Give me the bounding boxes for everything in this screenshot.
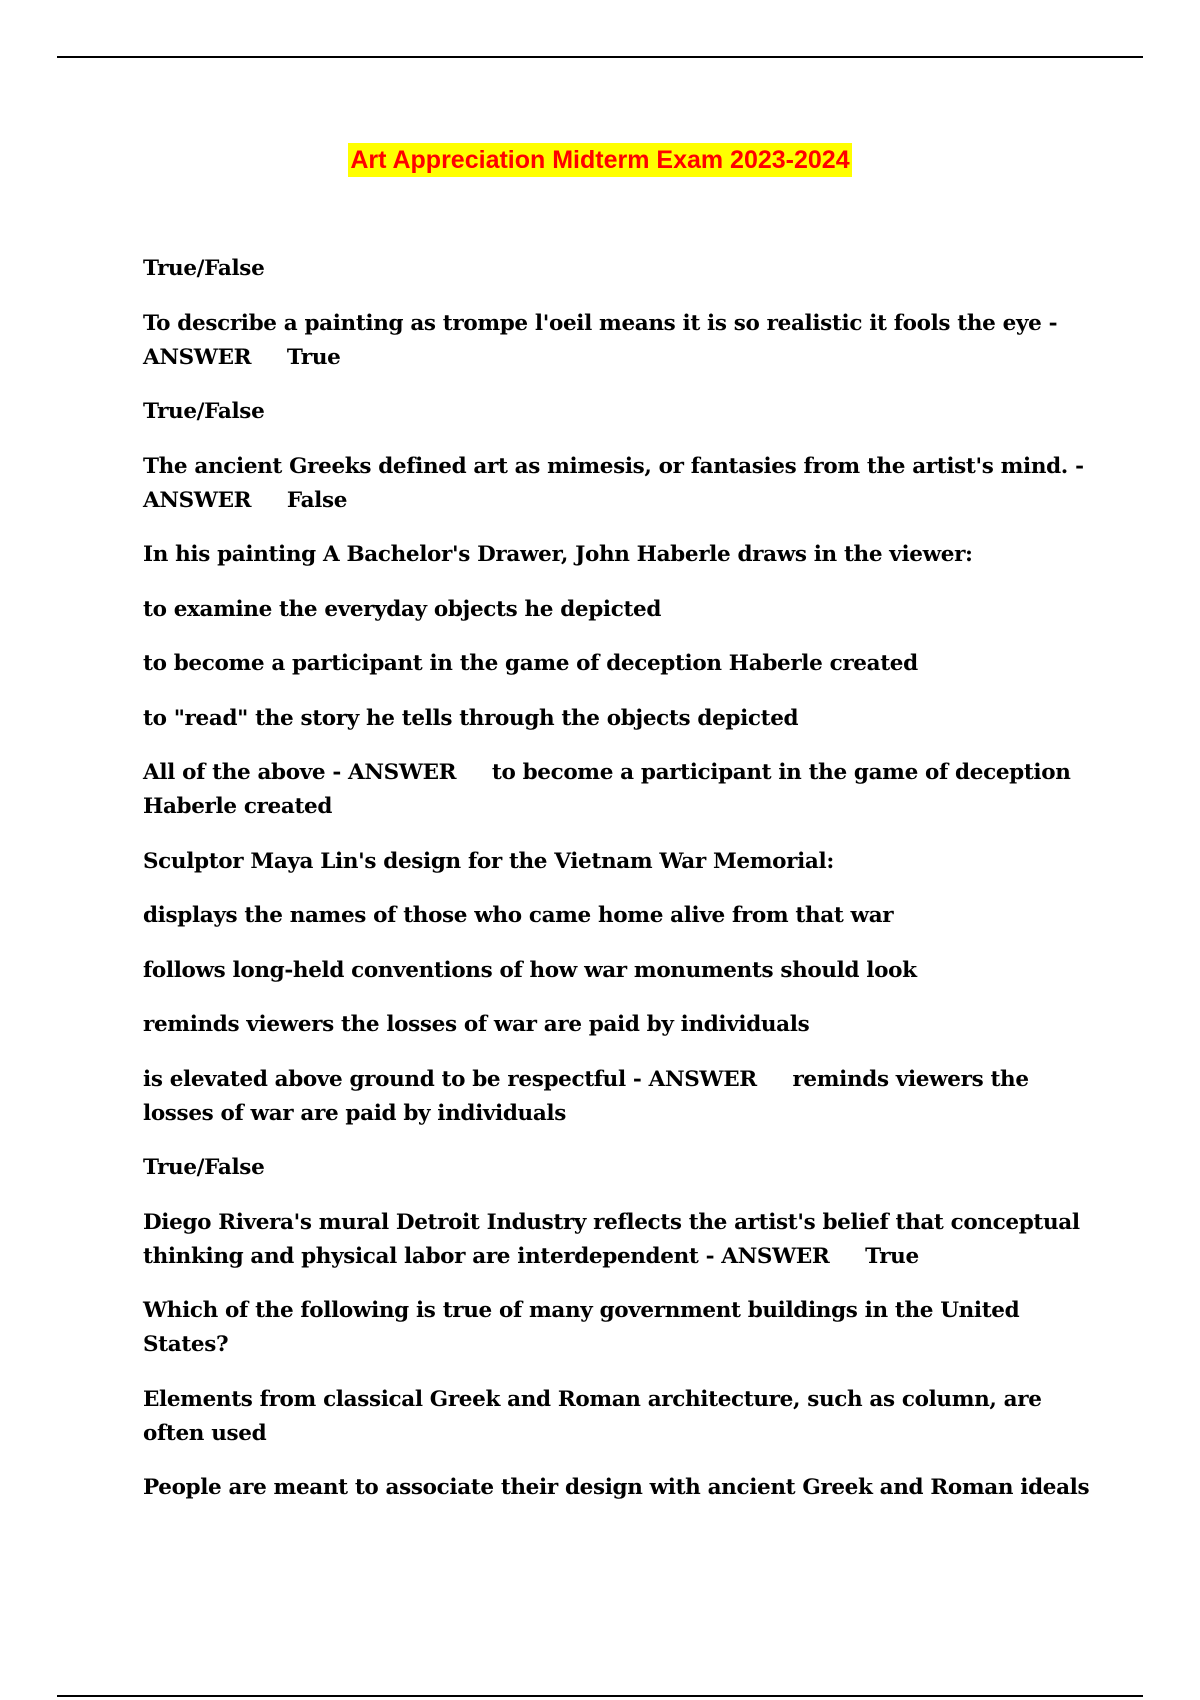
top-rule <box>57 56 1143 58</box>
document-title: Art Appreciation Midterm Exam 2023-2024 <box>348 143 851 177</box>
option-government-b: People are meant to associate their design with ancient Greek and Roman ideals <box>143 1475 1090 1500</box>
option-maya-lin-c: reminds viewers the losses of war are paid by individuals <box>143 1012 810 1037</box>
document-body <box>143 252 1093 1526</box>
option-maya-lin-b: follows long-held conventions of how war monuments should look <box>143 957 917 983</box>
option-haberle-d-answer: All of the above - ANSWER to become a participant in the game of deception Haberle created <box>143 760 1078 819</box>
paragraph-true-false-3: True/False <box>143 1155 265 1180</box>
option-maya-lin-d-answer: is elevated above ground to be respectful - ANSWER reminds viewers the losses of war are paid by individuals <box>143 1066 1036 1126</box>
option-haberle-c: to "read" the story he tells through the objects depicted <box>143 705 799 731</box>
question-government-buildings: Which of the following is true of many government buildings in the United States? <box>143 1298 1027 1357</box>
question-greeks-mimesis: The ancient Greeks defined art as mimesis, or fantasies from the artist's mind. - ANSWER False <box>143 453 1091 513</box>
question-diego-rivera: Diego Rivera's mural Detroit Industry reflects the artist's belief that conceptual thinking and physical labor are interdependent - ANSWER True <box>143 1209 1087 1269</box>
option-maya-lin-a: displays the names of those who came home alive from that war <box>143 903 894 928</box>
paragraph-true-false-2: True/False <box>143 399 265 424</box>
option-government-a: Elements from classical Greek and Roman architecture, such as column, are often used <box>143 1386 1049 1446</box>
question-maya-lin: Sculptor Maya Lin's design for the Vietnam War Memorial: <box>143 848 834 874</box>
option-haberle-a: to examine the everyday objects he depicted <box>143 596 662 622</box>
question-haberle: In his painting A Bachelor's Drawer, John Haberle draws in the viewer: <box>143 542 973 567</box>
option-haberle-b: to become a participant in the game of deception Haberle created <box>143 651 918 676</box>
bottom-rule <box>57 1695 1143 1697</box>
paragraph-true-false-1: True/False <box>143 256 265 281</box>
question-trompe-loeil: To describe a painting as trompe l'oeil means it is so realistic it fools the eye - ANSWER True <box>143 310 1065 370</box>
title-container <box>0 143 1200 177</box>
